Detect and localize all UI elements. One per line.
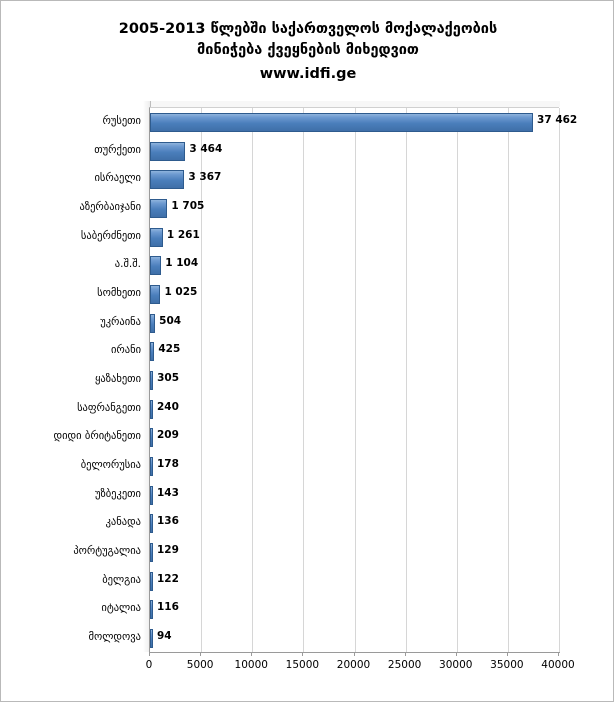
- bar-row: [150, 543, 559, 571]
- bar[interactable]: [150, 342, 154, 361]
- bar-value-label: 1 104: [165, 257, 199, 270]
- x-tick-label: 35000: [490, 659, 524, 671]
- bar[interactable]: [150, 486, 153, 505]
- category-label: უზბეკეთი: [94, 487, 141, 500]
- bar[interactable]: [150, 457, 153, 476]
- chart-title-block: [1, 19, 615, 85]
- bar[interactable]: [150, 314, 155, 333]
- bar-value-label: 3 464: [189, 142, 223, 155]
- category-label: ბელგია: [102, 573, 141, 586]
- bar-row: [150, 228, 559, 256]
- bar-row: [150, 572, 559, 600]
- category-label: დიდი ბრიტანეთი: [53, 430, 141, 443]
- bar[interactable]: [150, 400, 153, 419]
- category-label: ბელორუსია: [80, 459, 141, 472]
- gridline: [559, 108, 560, 653]
- x-tick-label: 40000: [541, 659, 575, 671]
- bar-value-label: 178: [157, 458, 179, 471]
- bar[interactable]: [150, 113, 533, 132]
- bar[interactable]: [150, 228, 163, 247]
- bar-row: [150, 199, 559, 227]
- category-label: საბერძნეთი: [80, 229, 141, 242]
- bar[interactable]: [150, 199, 167, 218]
- x-axis-tick-labels: [145, 652, 575, 676]
- x-tick-label: 10000: [234, 659, 268, 671]
- x-tick-label: 20000: [336, 659, 371, 671]
- category-label: სომხეთი: [97, 286, 141, 299]
- bar-value-label: 1 705: [171, 199, 205, 212]
- category-label: ყაზახეთი: [94, 373, 141, 385]
- category-label: თურქეთი: [94, 143, 141, 156]
- category-label: ირანი: [110, 344, 141, 357]
- chart-title-line-2: მინიჭება ქვეყნების მიხედვით: [197, 42, 419, 58]
- chart-subtitle: www.idfi.ge: [259, 66, 357, 82]
- bar-value-label: 116: [157, 601, 179, 614]
- category-label: საფრანგეთი: [77, 401, 141, 414]
- category-label: პორტუგალია: [73, 545, 141, 558]
- bar-value-label: 143: [157, 486, 179, 499]
- bar-row: [150, 314, 559, 342]
- bar[interactable]: [150, 371, 153, 390]
- bar-value-label: 37 462: [537, 113, 578, 126]
- bar-row: [150, 285, 559, 313]
- bar[interactable]: [150, 256, 161, 275]
- bar-row: [150, 371, 559, 399]
- bar[interactable]: [150, 285, 160, 304]
- bar-value-label: 1 261: [166, 228, 200, 241]
- x-tick-label: 15000: [285, 659, 320, 671]
- bar-row: [150, 457, 559, 485]
- bar-row: [150, 428, 559, 456]
- bar[interactable]: [150, 543, 153, 562]
- x-tick-label: 25000: [387, 659, 422, 671]
- bar-value-label: 136: [157, 515, 179, 528]
- bar-value-label: 1 025: [164, 285, 198, 298]
- x-tick-label: 0: [145, 659, 153, 671]
- bar-row: [150, 142, 559, 170]
- category-label: მოლდოვა: [88, 631, 141, 644]
- bar-row: [150, 342, 559, 370]
- bar[interactable]: [150, 600, 153, 619]
- bar-value-label: 129: [157, 544, 179, 557]
- category-label: უკრაინა: [100, 315, 141, 328]
- bar-row: [150, 113, 578, 141]
- bar[interactable]: [150, 428, 153, 447]
- bar-row: [150, 256, 559, 284]
- bar-value-label: 240: [157, 400, 179, 413]
- bar-row: [150, 514, 559, 542]
- category-label: ისრაელი: [94, 172, 141, 185]
- bar-value-label: 209: [157, 429, 179, 442]
- bar-value-label: 3 367: [188, 171, 222, 184]
- category-label: ა.შ.შ.: [114, 258, 141, 271]
- bar[interactable]: [150, 629, 153, 648]
- bar-value-label: 122: [157, 572, 179, 585]
- category-label: იტალია: [101, 602, 141, 615]
- x-tick-label: 30000: [439, 659, 473, 671]
- bar-value-label: 94: [157, 630, 172, 643]
- bar[interactable]: [150, 142, 185, 161]
- category-label: კანადა: [105, 516, 141, 529]
- bar-value-label: 425: [158, 343, 181, 356]
- category-axis: [1, 107, 141, 652]
- bar-value-label: 504: [159, 314, 182, 327]
- bar-row: [150, 170, 559, 198]
- bar[interactable]: [150, 170, 184, 189]
- bar-value-label: 305: [157, 372, 180, 384]
- x-tick-label: 5000: [186, 659, 214, 671]
- category-label: აზერბაიჯანი: [79, 200, 141, 213]
- bar[interactable]: [150, 514, 153, 533]
- bar-row: [150, 400, 559, 428]
- bar[interactable]: [150, 572, 153, 591]
- category-label: რუსეთი: [102, 114, 141, 127]
- plot-area: [149, 107, 578, 652]
- bar-row: [150, 600, 559, 628]
- bar-row: [150, 486, 559, 514]
- chart-title-line-1: 2005-2013 წლებში საქართველოს მოქალაქეობის: [118, 21, 498, 37]
